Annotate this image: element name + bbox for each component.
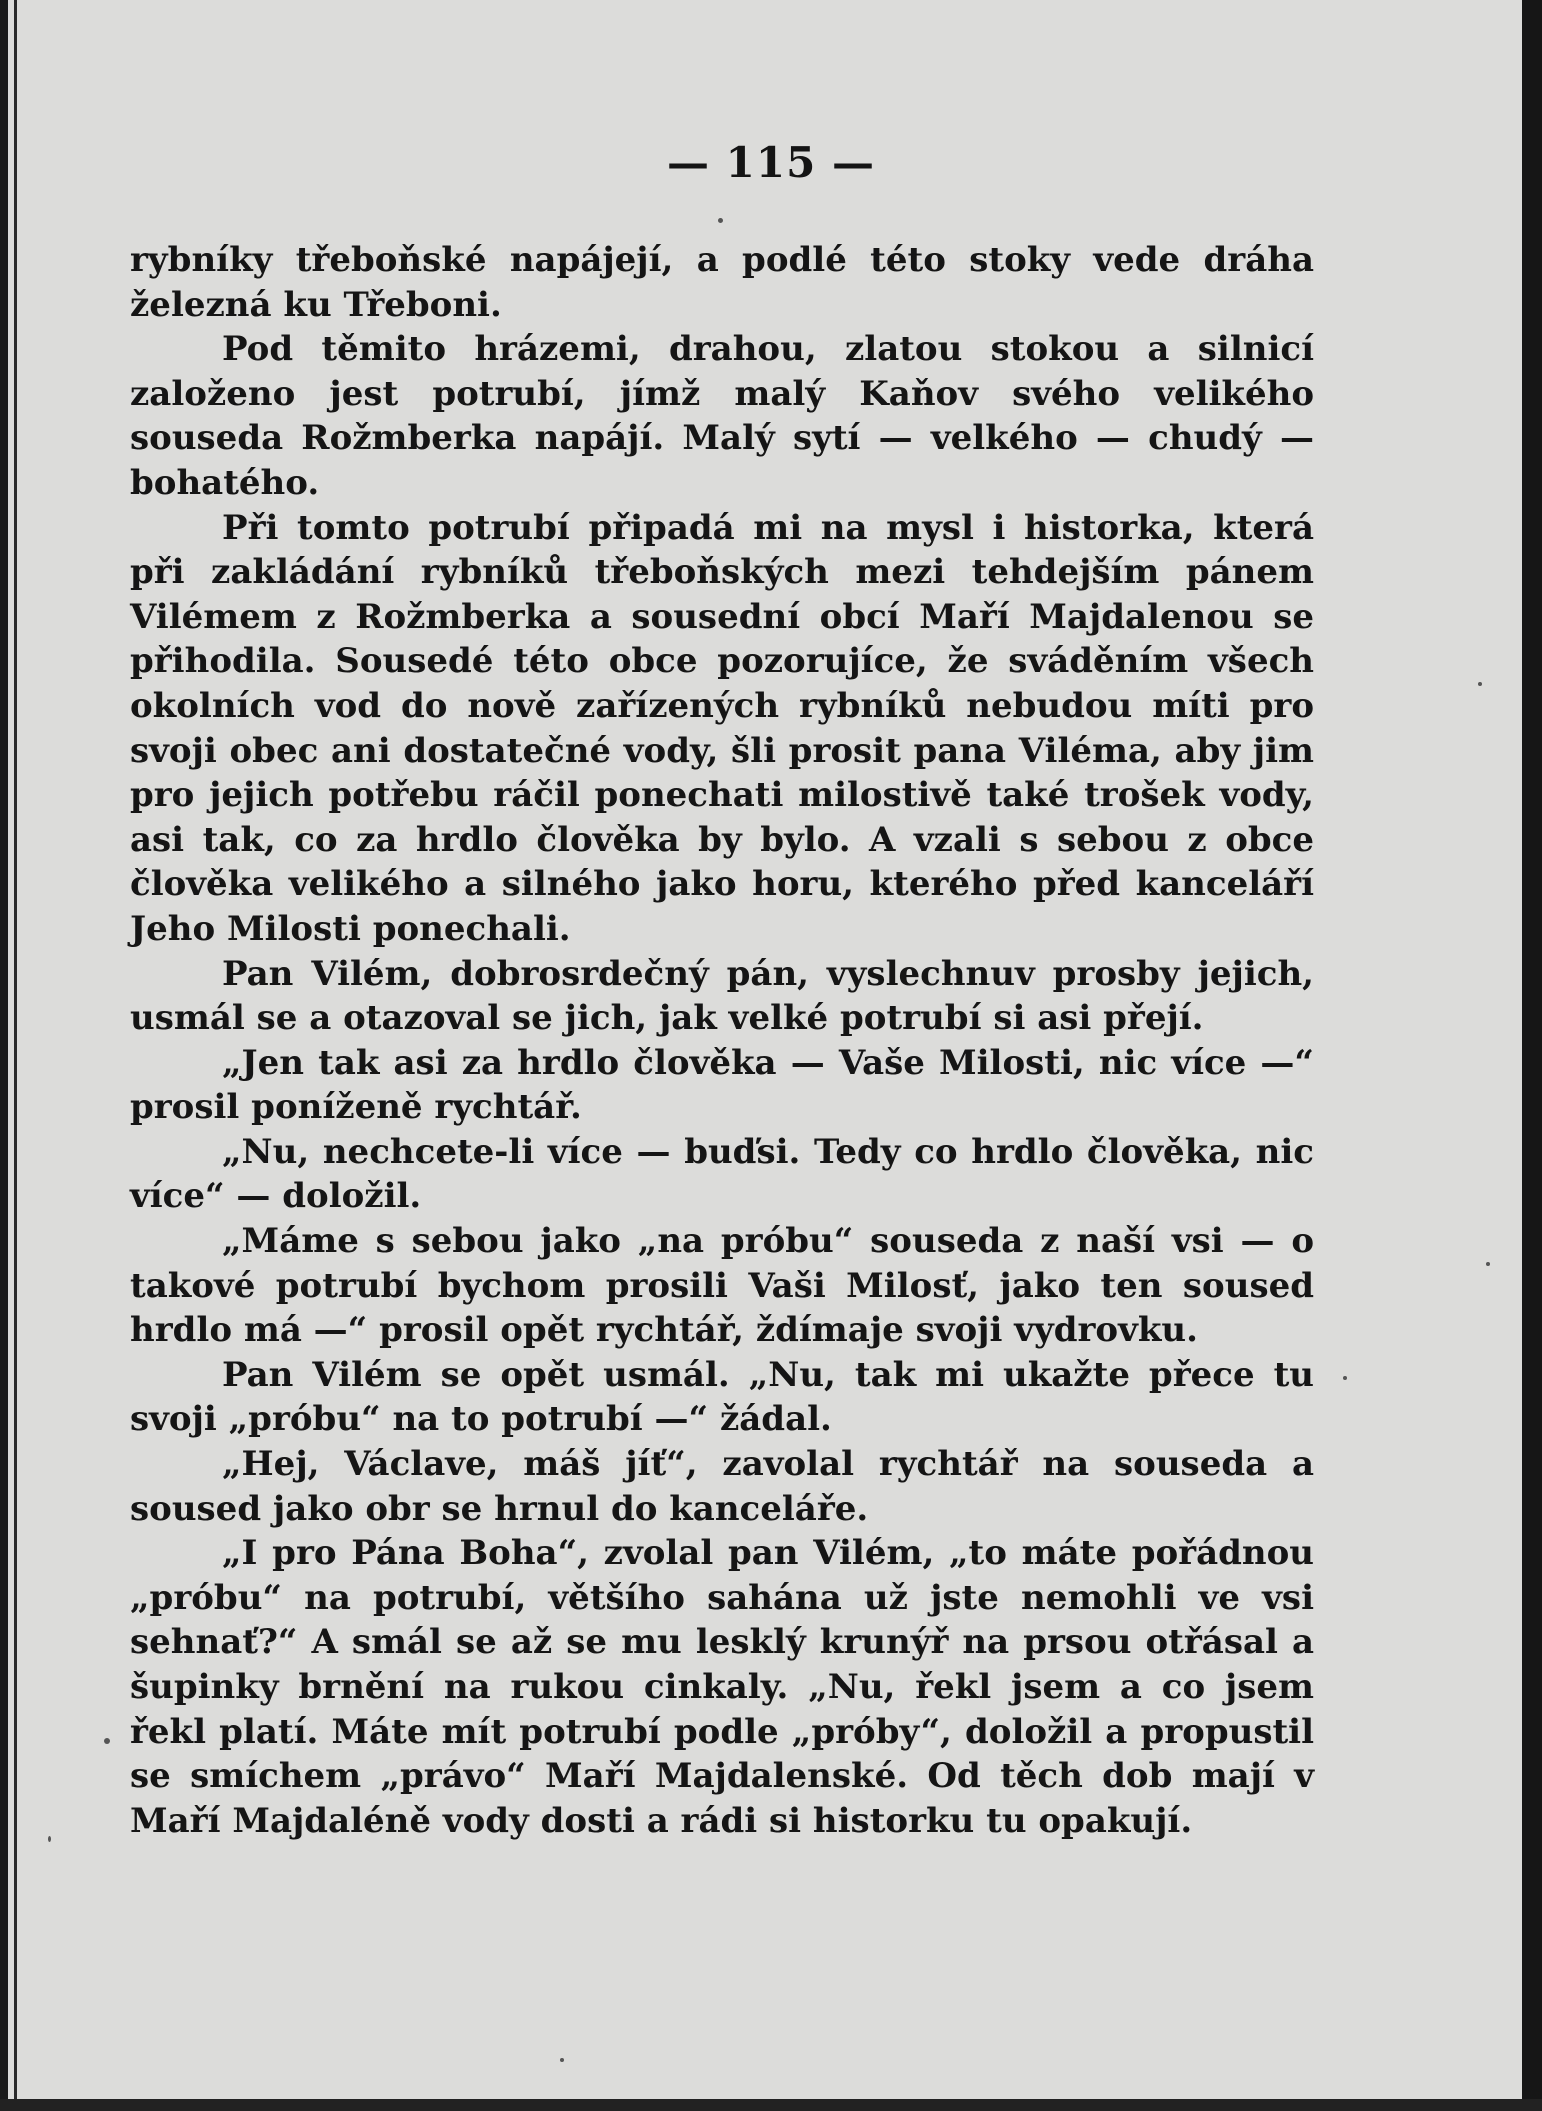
ink-speck [104, 1738, 110, 1744]
paragraph: Pan Vilém, dobrosrdečný pán, vyslechnuv prosby jejich, usmál se a otazoval se jich, jak velké potrubí si asi přejí. [130, 953, 1314, 1039]
paragraph: „Nu, nechcete-li více — buďsi. Tedy co hrdlo člověka, nic více“ — doložil. [130, 1131, 1314, 1217]
paragraph: „I pro Pána Boha“, zvolal pan Vilém, „to máte pořádnou „próbu“ na potrubí, většího sahána už jste nemohli ve vsi sehnať?“ A smál se až se mu lesklý krunýř na prsou otřásal a šupinky brnění na rukou cinkaly. „Nu, řekl jsem a co jsem řekl platí. Máte mít potrubí podle „próby“, doložil a propustil se smíchem „právo“ Maří Majdalenské. Od těch dob mají v Maří Majdaléně vody dosti a rádi si historku tu opakují. [130, 1533, 1314, 1841]
paragraph: „Hej, Václave, máš jíť“, zavolal rychtář na souseda a soused jako obr se hrnul do kanceláře. [130, 1444, 1314, 1529]
ink-speck [1486, 1262, 1490, 1266]
body-text [130, 238, 1314, 1843]
ink-speck [1343, 1376, 1347, 1380]
ink-speck [718, 218, 723, 223]
bottom-scan-edge [0, 2099, 1542, 2111]
paragraph: „Máme s sebou jako „na próbu“ souseda z naší vsi — o takové potrubí bychom prosili Vaši Milosť, jako ten soused hrdlo má —“ prosil opět rychtář, ždímaje svoji vydrovku. [130, 1221, 1314, 1351]
ink-speck [560, 2058, 564, 2062]
paragraph: rybníky třeboňské napájejí, a podlé této stoky vede dráha železná ku Třeboni. [130, 240, 1314, 325]
right-scan-edge [1522, 0, 1542, 2111]
paragraph: Při tomto potrubí připadá mi na mysl i historka, která při zakládání rybníků třeboňských mezi tehdejším pánem Vilémem z Rožmberka a sousední obcí Maří Majdalenou se přihodila. Sousedé této obce pozorujíce, že sváděním všech okolních vod do nově zařízených rybníků nebudou míti pro svoji obec ani dostatečné vody, šli prosit pana Viléma, aby jim pro jejich potřebu ráčil ponechati milostivě také trošek vody, asi tak, co za hrdlo člověka by bylo. A vzali s sebou z obce člověka velikého a silného jako horu, kterého před kanceláří Jeho Milosti ponechali. [130, 507, 1314, 949]
ink-speck [48, 1836, 51, 1842]
page-number: — 115 — [667, 138, 875, 187]
ink-speck [1478, 682, 1482, 686]
left-scan-edge [0, 0, 8, 2111]
left-binding-line [14, 0, 17, 2111]
paragraph: Pan Vilém se opět usmál. „Nu, tak mi ukažte přece tu svoji „próbu“ na to potrubí —“ žádal. [130, 1354, 1314, 1440]
paragraph: Pod těmito hrázemi, drahou, zlatou stokou a silnicí založeno jest potrubí, jímž malý Kaňov svého velikého souseda Rožmberka napájí. Malý sytí — velkého — chudý — bohatého. [130, 329, 1314, 503]
paragraph: „Jen tak asi za hrdlo člověka — Vaše Milosti, nic více —“ prosil poníženě rychtář. [130, 1042, 1314, 1128]
